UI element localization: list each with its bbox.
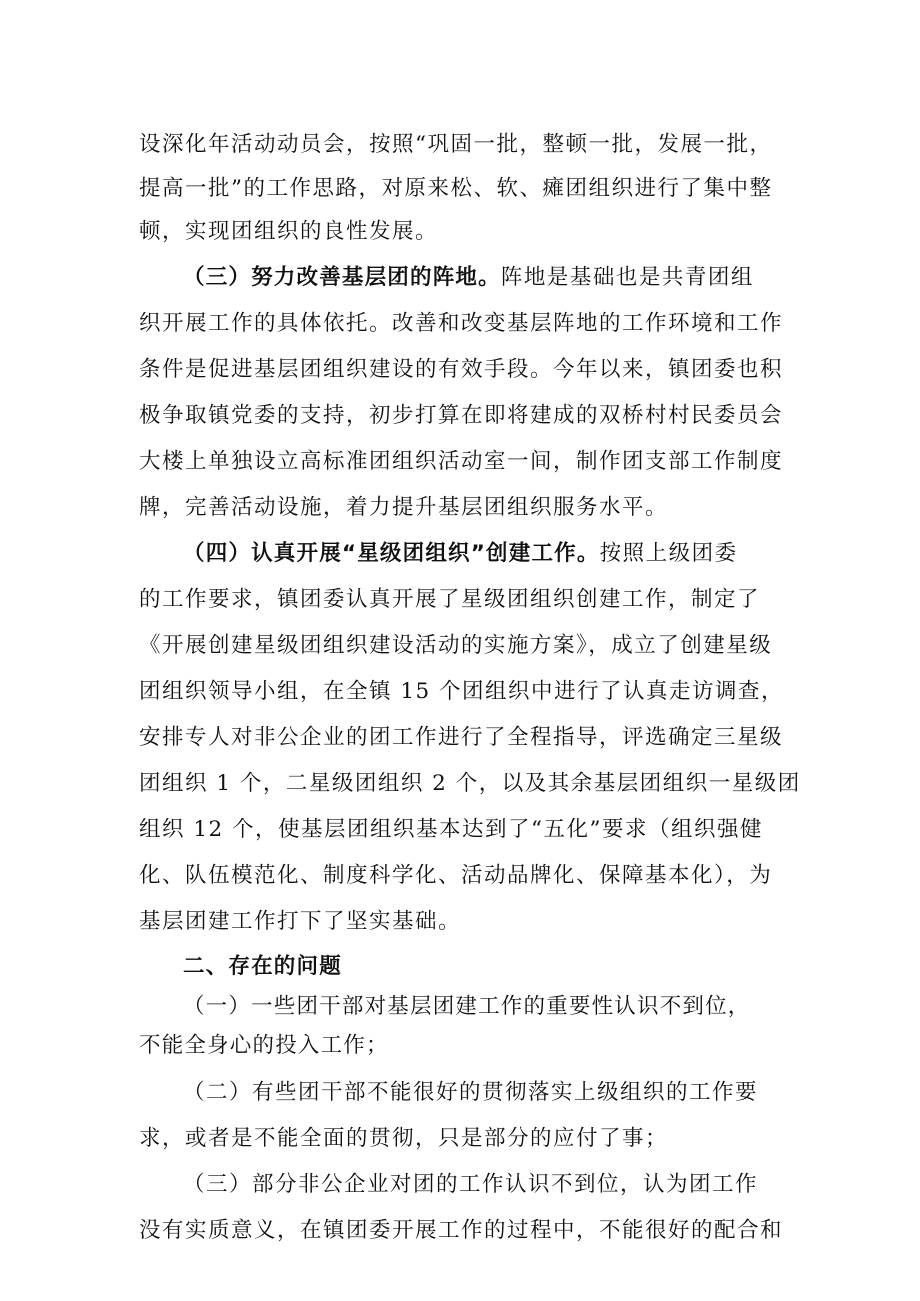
paragraph-line: 团组织领导小组，在全镇 15 个团组织中进行了认真走访调查， <box>139 679 785 704</box>
section-heading: （三）努力改善基层团的阵地。 <box>183 265 501 290</box>
paragraph-line: 顿，实现团组织的良性发展。 <box>139 219 439 244</box>
paragraph-line: 基层团建工作打下了坚实基础。 <box>139 909 462 934</box>
paragraph-line: 提高一批”的工作思路，对原来松、软、瘫团组织进行了集中整 <box>139 176 773 201</box>
paragraph-line: 没有实质意义，在镇团委开展工作的过程中，不能很好的配合和 <box>139 1218 784 1243</box>
paragraph-line: 设深化年活动动员会，按照“巩固一批，整顿一批，发展一批， <box>139 132 773 157</box>
section-heading-line: （三）努力改善基层团的阵地。阵地是基础也是共青团组 <box>183 265 754 290</box>
paragraph-line: （一）一些团干部对基层团建工作的重要性认识不到位， <box>183 994 751 1019</box>
section-heading-line: （四）认真开展“星级团组织”创建工作。按照上级团委 <box>183 541 738 566</box>
paragraph-line: 牌，完善活动设施，着力提升基层团组织服务水平。 <box>139 495 669 520</box>
section-title: 二、存在的问题 <box>183 954 342 979</box>
paragraph-line: （三）部分非公企业对团的工作认识不到位，认为团工作 <box>183 1172 759 1197</box>
section-title-line <box>183 947 789 987</box>
paragraph-line: 求，或者是不能全面的贯彻，只是部分的应付了事； <box>139 1126 669 1151</box>
paragraph-line: 《开展创建星级团组织建设活动的实施方案》，成立了创建星级 <box>139 633 773 658</box>
paragraph-line: 安排专人对非公企业的团工作进行了全程指导，评选确定三星级 <box>139 725 784 750</box>
paragraph-line: 不能全身心的投入工作； <box>139 1033 389 1058</box>
paragraph-line: 团组织 1 个，二星级团组织 2 个，以及其余基层团组织一星级团 <box>139 771 801 796</box>
paragraph-line: 条件是促进基层团组织建设的有效手段。今年以来，镇团委也积 <box>139 357 784 382</box>
paragraph-line: 大楼上单独设立高标准团组织活动室一间，制作团支部工作制度 <box>139 449 784 474</box>
paragraph-line: 极争取镇党委的支持，初步打算在即将建成的双桥村村民委员会 <box>139 403 784 428</box>
section-heading: （四）认真开展“星级团组织”创建工作。 <box>183 541 600 566</box>
paragraph-line: 组织 12 个，使基层团组织基本达到了“五化”要求（组织强健 <box>139 817 764 842</box>
paragraph-line: 化、队伍模范化、制度科学化、活动品牌化、保障基本化），为 <box>139 863 773 888</box>
paragraph-line: （二）有些团干部不能很好的贯彻落实上级组织的工作要 <box>183 1080 759 1105</box>
paragraph-line: 的工作要求，镇团委认真开展了星级团组织创建工作，制定了 <box>139 587 761 612</box>
paragraph-line: 织开展工作的具体依托。改善和改变基层阵地的工作环境和工作 <box>139 311 784 336</box>
